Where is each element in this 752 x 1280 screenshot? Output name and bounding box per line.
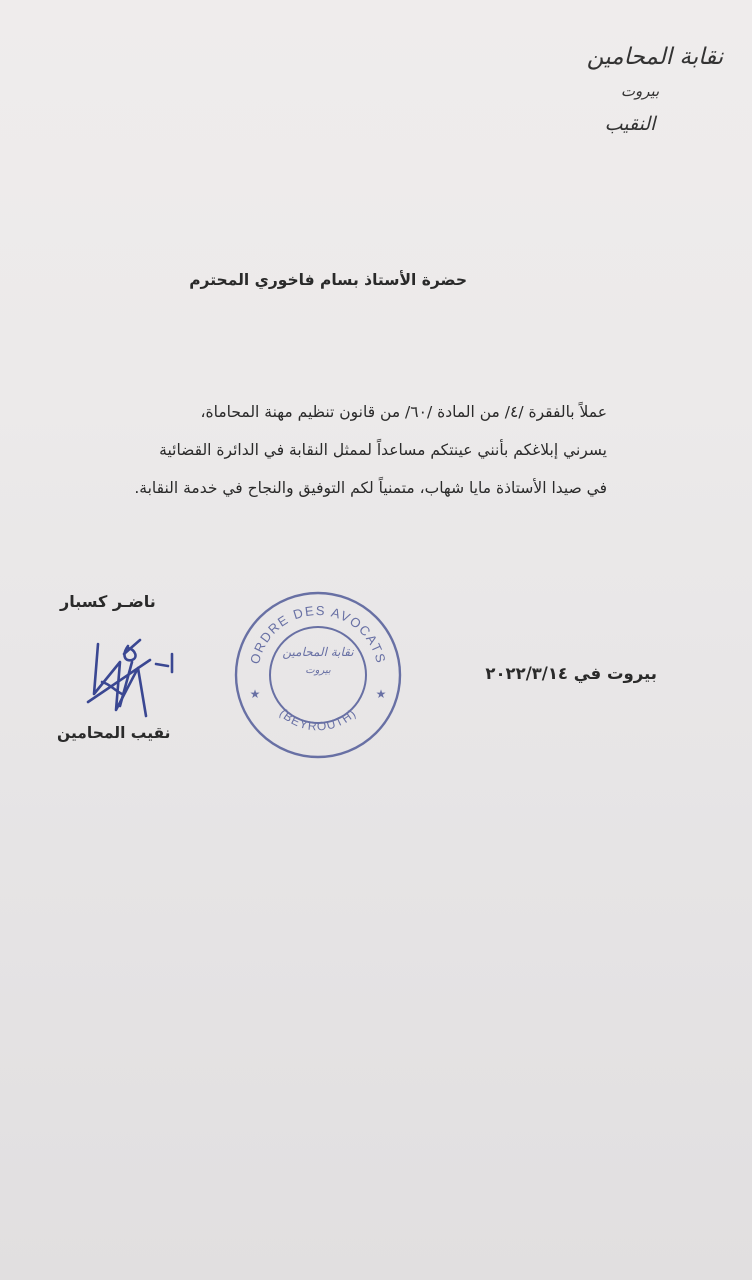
body-line: يسرني إبلاغكم بأنني عينتكم مساعداً لممثل النقابة في الدائرة القضائية <box>159 441 607 459</box>
stamp-ring-text: ORDRE DES AVOCATS <box>247 602 389 666</box>
body-line: عملاً بالفقرة /٤/ من المادة /٦٠/ من قانون تنظيم مهنة المحاماة، <box>200 403 607 421</box>
handwritten-signature <box>80 632 190 722</box>
date-line: بيروت في ٢٠٢٢/٣/١٤ <box>485 664 657 683</box>
stamp-bottom-text: (BEYROUTH) <box>276 705 360 734</box>
letter-body <box>47 393 607 507</box>
letterhead-city: بيروت <box>620 82 660 100</box>
signatory-name: ناضـر كسبار <box>60 592 156 611</box>
addressee-line: حضرة الأستاذ بسام فاخوري المحترم <box>189 271 467 289</box>
letterhead-org: نقابة المحامين <box>586 44 724 70</box>
body-line: في صيدا الأستاذة مايا شهاب، متمنياً لكم التوفيق والنجاح في خدمة النقابة. <box>134 479 607 497</box>
star-icon: ★ <box>249 687 261 701</box>
signatory-title: نقيب المحامين <box>57 724 171 742</box>
svg-text:(BEYROUTH) <box>277 706 359 734</box>
stamp-inner <box>277 642 359 680</box>
letterhead <box>570 38 740 142</box>
stamp-inner-city: بيروت <box>305 665 331 676</box>
letterhead-title: النقيب <box>604 113 656 135</box>
star-icon: ★ <box>375 687 387 701</box>
stamp-inner-org: نقابة المحامين <box>282 645 354 659</box>
